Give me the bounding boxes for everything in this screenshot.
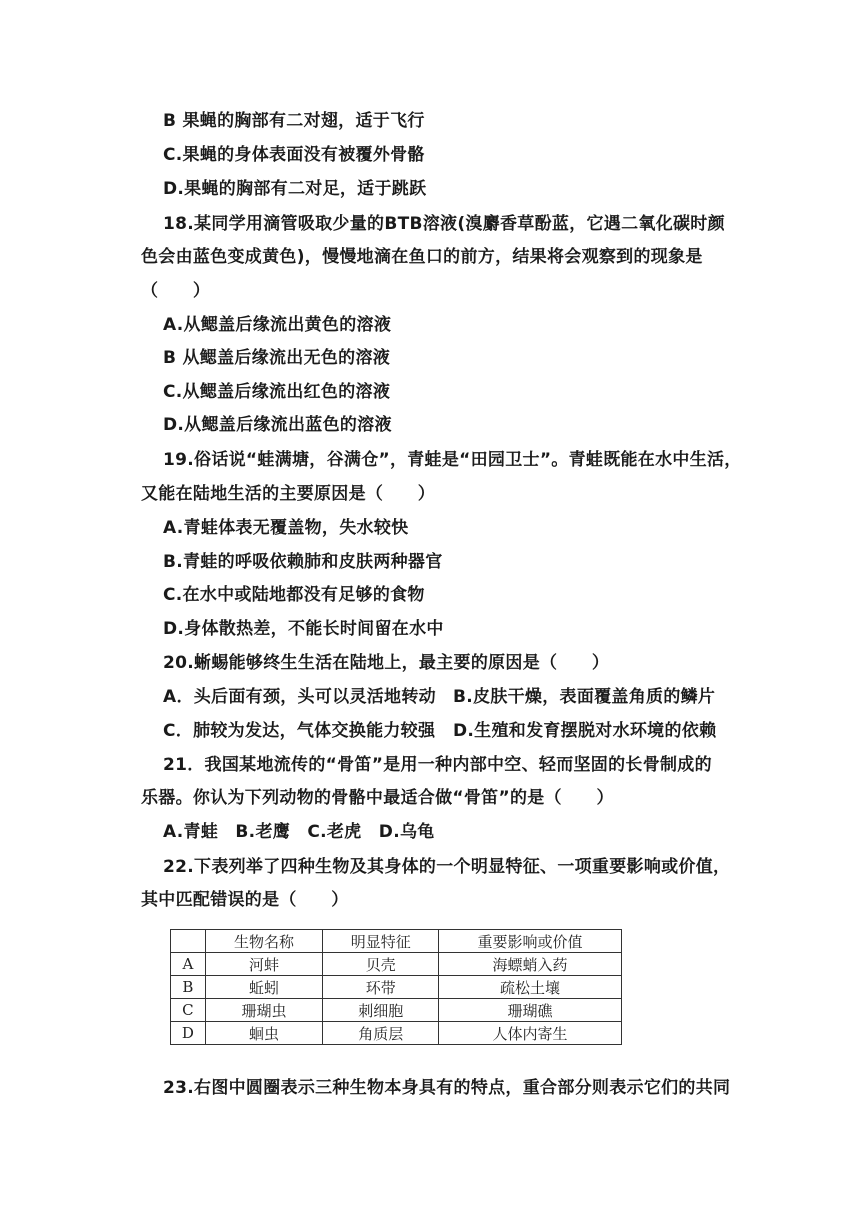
q20-stem: 20.蜥蜴能够终生生活在陆地上，最主要的原因是（ ） (163, 653, 610, 673)
table-cell: 海螵蛸入药 (439, 953, 622, 976)
q20-option-c: C．肺较为发达，气体交换能力较强 (163, 721, 436, 741)
table-header-cell (171, 930, 206, 953)
table-cell: C (171, 999, 206, 1022)
q22-table (170, 929, 622, 1045)
q18-stem-line-2: 色会由蓝色变成黄色)，慢慢地滴在鱼口的前方，结果将会观察到的现象是 (141, 247, 703, 267)
q22-stem-line-1: 22.下表列举了四种生物及其身体的一个明显特征、一项重要影响或价值， (163, 857, 731, 877)
q19-option-c: C.在水中或陆地都没有足够的食物 (163, 585, 425, 605)
table-cell: 河蚌 (205, 953, 323, 976)
q19-option-b: B.青蛙的呼吸依赖肺和皮肤两种器官 (163, 552, 443, 572)
table-cell: 疏松土壤 (439, 976, 622, 999)
table-cell: 环带 (323, 976, 439, 999)
q17-option-d: D.果蝇的胸部有二对足，适于跳跃 (163, 179, 427, 199)
q20-options-row-1 (163, 686, 715, 708)
q18-stem-line-3: （ ） (141, 281, 211, 301)
table-cell: 珊瑚虫 (205, 999, 323, 1022)
table-header-cell: 生物名称 (205, 930, 323, 953)
table-header-cell: 重要影响或价值 (439, 930, 622, 953)
table-cell: A (171, 953, 206, 976)
table-row (171, 953, 622, 976)
table-cell: 珊瑚礁 (439, 999, 622, 1022)
table-header-cell: 明显特征 (323, 930, 439, 953)
q20-option-d: D.生殖和发育摆脱对水环境的依赖 (453, 721, 717, 741)
q17-option-c: C.果蝇的身体表面没有被覆外骨骼 (163, 145, 425, 165)
q22-stem-line-2: 其中匹配错误的是（ ） (141, 890, 349, 910)
table-row (171, 976, 622, 999)
table-row (171, 999, 622, 1022)
q18-stem-line-1: 18.某同学用滴管吸取少量的BTB溶液(溴麝香草酚蓝，它遇二氧化碳时颜 (163, 214, 725, 234)
table-cell: 人体内寄生 (439, 1022, 622, 1045)
table-cell: B (171, 976, 206, 999)
table-cell: 刺细胞 (323, 999, 439, 1022)
q21-stem-line-1: 21．我国某地流传的“骨笛”是用一种内部中空、轻而坚固的长骨制成的 (163, 755, 712, 775)
q18-option-a: A.从鳃盖后缘流出黄色的溶液 (163, 315, 392, 335)
q20-option-a: A．头后面有颈，头可以灵活地转动 (163, 687, 436, 707)
q17-option-b: B 果蝇的胸部有二对翅，适于飞行 (163, 111, 425, 131)
q21-options: A.青蛙 B.老鹰 C.老虎 D.乌龟 (163, 822, 435, 842)
q20-option-b: B.皮肤干燥，表面覆盖角质的鳞片 (453, 687, 716, 707)
table-row (171, 1022, 622, 1045)
q19-stem-line-1: 19.俗话说“蛙满塘，谷满仓”，青蛙是“田园卫士”。青蛙既能在水中生活， (163, 450, 742, 470)
q19-option-d: D.身体散热差，不能长时间留在水中 (163, 619, 444, 639)
q21-stem-line-2: 乐器。你认为下列动物的骨骼中最适合做“骨笛”的是（ ） (141, 788, 614, 808)
q18-option-c: C.从鳃盖后缘流出红色的溶液 (163, 382, 391, 402)
table-cell: 蚯蚓 (205, 976, 323, 999)
q20-options-row-2 (163, 720, 716, 742)
q19-option-a: A.青蛙体表无覆盖物，失水较快 (163, 518, 409, 538)
table-cell: D (171, 1022, 206, 1045)
q18-option-d: D.从鳃盖后缘流出蓝色的溶液 (163, 415, 392, 435)
table-cell: 贝壳 (323, 953, 439, 976)
table-cell: 角质层 (323, 1022, 439, 1045)
q23-stem: 23.右图中圆圈表示三种生物本身具有的特点，重合部分则表示它们的共同 (163, 1078, 731, 1098)
q19-stem-line-2: 又能在陆地生活的主要原因是（ ） (141, 484, 436, 504)
table-header-row (171, 930, 622, 953)
table-cell: 蛔虫 (205, 1022, 323, 1045)
q18-option-b: B 从鳃盖后缘流出无色的溶液 (163, 348, 391, 368)
